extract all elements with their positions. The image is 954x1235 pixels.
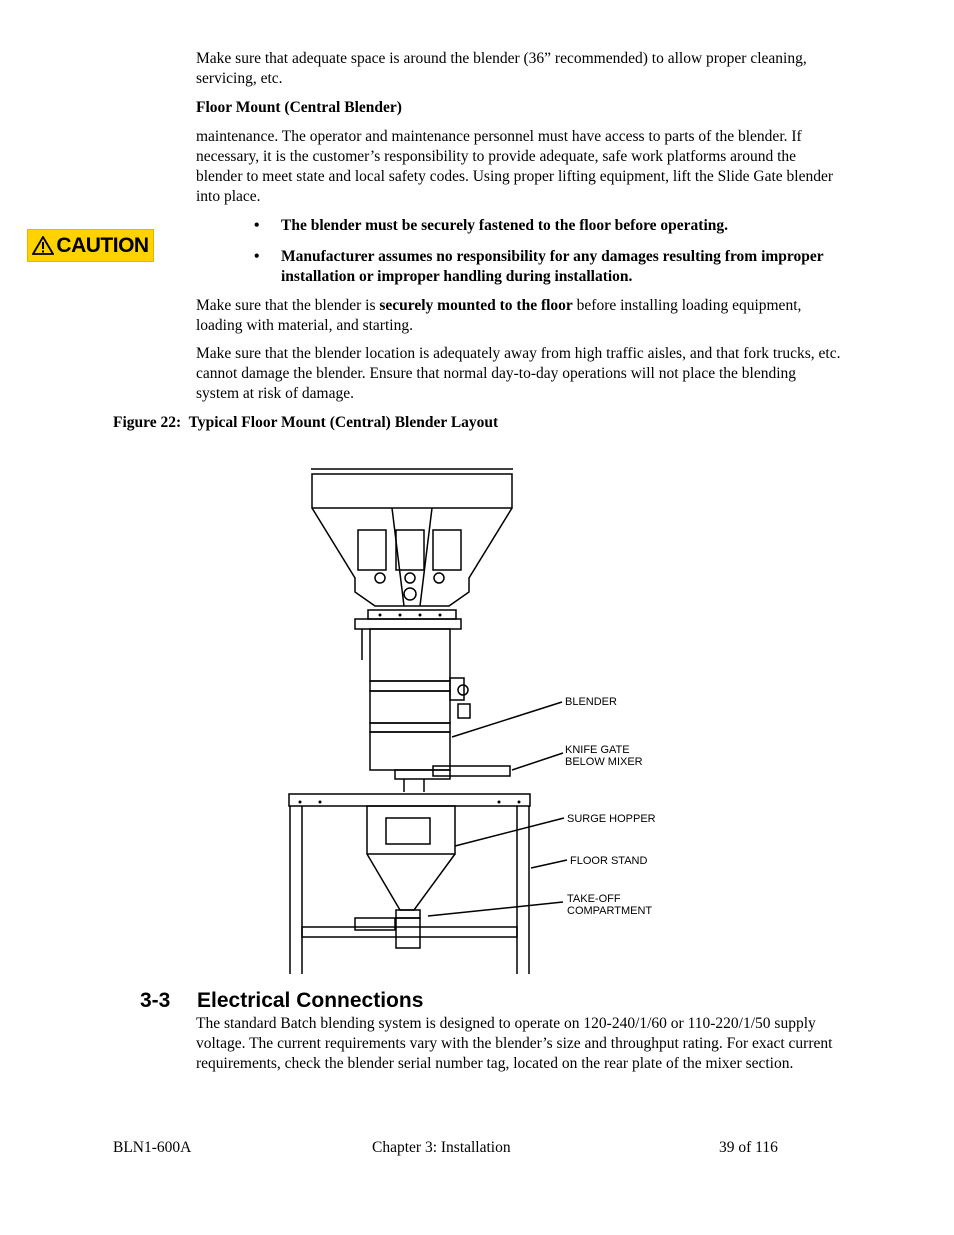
bullet-marker: • [254, 217, 260, 234]
caution-label: CAUTION [56, 233, 149, 257]
mount-text-before: Make sure that the blender is [196, 297, 380, 314]
intro-paragraph: Make sure that adequate space is around the blender (36” recommended) to allow proper cleaning, servicing, etc. [196, 50, 807, 87]
label-knife-gate-2: BELOW MIXER [565, 756, 643, 768]
section-body: The standard Batch blending system is designed to operate on 120-240/1/60 or 110-220/1/50 supply voltage. The current requirements vary with the blender’s size and throughput rating. For exact current requirements, check the blender serial number tag, located on the rear plate of the mixer section. [196, 1015, 833, 1072]
mount-paragraph [196, 296, 841, 336]
blender-layout-figure [286, 462, 686, 978]
section-title: Electrical Connections [197, 989, 424, 1012]
footer-doc-id: BLN1-600A [113, 1139, 192, 1156]
label-take-off-1: TAKE-OFF [567, 893, 621, 905]
footer-page-number: 39 of 116 [719, 1139, 778, 1156]
label-blender: BLENDER [565, 696, 617, 708]
mount-text-bold: securely mounted to the floor [379, 297, 573, 314]
label-knife-gate-1: KNIFE GATE [565, 744, 630, 756]
label-surge-hopper: SURGE HOPPER [567, 813, 656, 825]
maintenance-paragraph: maintenance. The operator and maintenance personnel must have access to parts of the blender. If necessary, it is the customer’s responsibility to provide adequate, safe work platforms around the blender to meet state and local safety codes. Using proper lifting equipment, lift the Slide Gate blender into place. [196, 128, 834, 205]
label-floor-stand: FLOOR STAND [570, 855, 648, 867]
section-number: 3-3 [140, 989, 171, 1012]
figure-caption: Figure 22: Typical Floor Mount (Central) Blender Layout [113, 414, 499, 431]
bullet-marker: • [254, 248, 260, 265]
caution-badge [27, 229, 154, 262]
warning-triangle-icon [32, 236, 54, 255]
label-take-off-2: COMPARTMENT [567, 905, 653, 917]
section-heading [140, 988, 423, 1014]
bullet-item: The blender must be securely fastened to the floor before operating. [281, 217, 729, 234]
footer-chapter: Chapter 3: Installation [372, 1139, 511, 1156]
subheading: Floor Mount (Central Blender) [196, 99, 402, 116]
bullet-item: Manufacturer assumes no responsibility for any damages resulting from improper installation or improper handling during installation. [281, 248, 824, 285]
location-paragraph: Make sure that the blender location is adequately away from high traffic aisles, and that fork trucks, etc. cannot damage the blender. Ensure that normal day-to-day operations will not place the blending system at risk of damage. [196, 345, 841, 402]
mount-text-after: before installing loading equipment, loading with material, and starting. [196, 297, 802, 334]
